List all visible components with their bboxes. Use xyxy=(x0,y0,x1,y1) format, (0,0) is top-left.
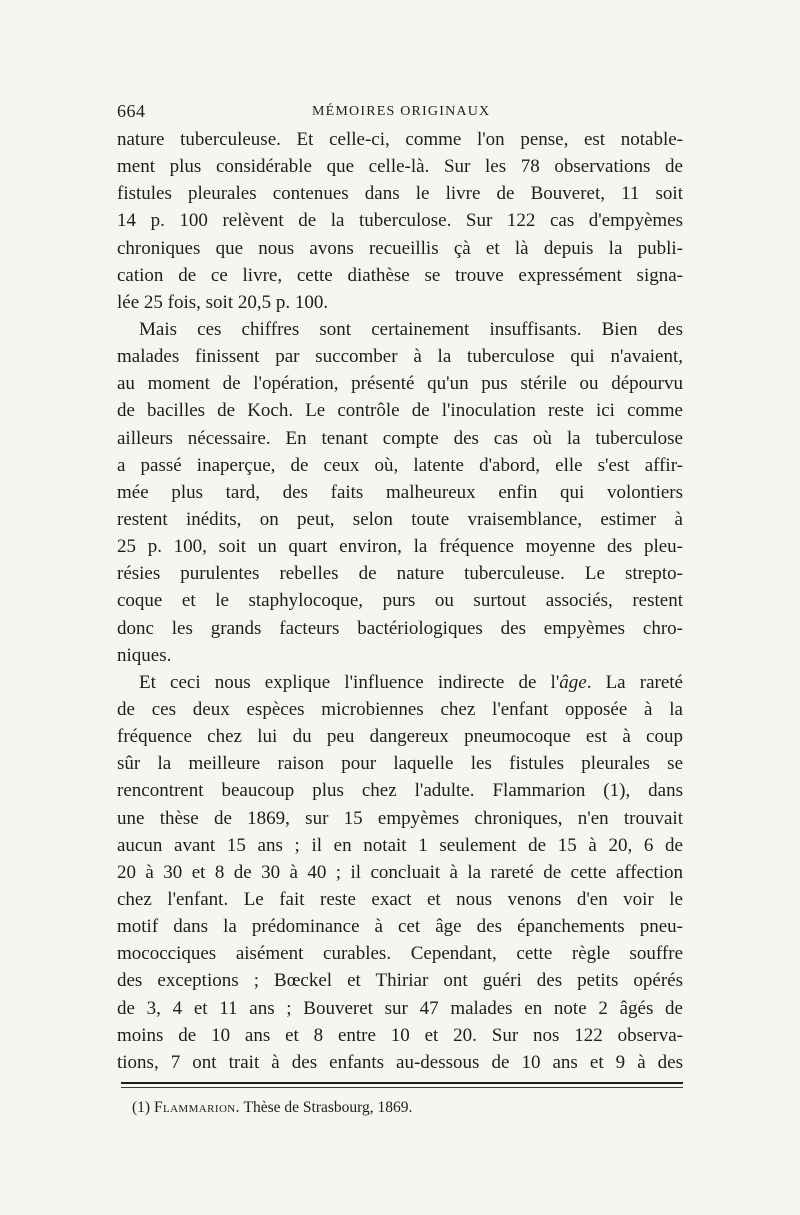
text-line-with-italic xyxy=(117,669,683,696)
text-line: lée 25 fois, soit 20,5 p. 100. xyxy=(117,291,329,313)
text-line: mée plus tard, des faits malheureux enfin qui volontiers xyxy=(117,481,683,503)
text-line: malades finissent par succomber à la tuberculose qui n'avaient, xyxy=(117,346,683,368)
footnote-rule-thin xyxy=(121,1087,683,1088)
footnote-marker: (1) xyxy=(132,1099,151,1116)
text-line: chez l'enfant. Le fait reste exact et nous venons d'en voir le xyxy=(117,888,683,910)
text-line: restent inédits, on peut, selon toute vraisemblance, estimer à xyxy=(117,508,683,530)
text-line: de ces deux espèces microbiennes chez l'enfant opposée à la xyxy=(117,698,683,720)
text-line: résies purulentes rebelles de nature tuberculeuse. Le strepto- xyxy=(117,563,683,585)
italic-term: âge xyxy=(559,671,587,693)
text-line: de 3, 4 et 11 ans ; Bouveret sur 47 malades en note 2 âgés de xyxy=(117,997,683,1019)
text-line: chroniques que nous avons recueillis çà et là depuis la publi- xyxy=(117,237,683,259)
text-line: donc les grands facteurs bactériologiques des empyèmes chro- xyxy=(117,617,683,639)
text-line: ailleurs nécessaire. En tenant compte des cas où la tuberculose xyxy=(117,427,683,449)
page-number: 664 xyxy=(117,101,146,121)
text-line: moins de 10 ans et 8 entre 10 et 20. Sur nos 122 observa- xyxy=(117,1024,683,1046)
text-line: de bacilles de Koch. Le contrôle de l'inoculation reste ici comme xyxy=(117,400,683,422)
text-line: Mais ces chiffres sont certainement insuffisants. Bien des xyxy=(139,318,683,340)
text-line: mococciques aisément curables. Cependant, cette règle souffre xyxy=(117,943,683,965)
text-line: des exceptions ; Bœckel et Thiriar ont guéri des petits opérés xyxy=(117,970,683,992)
footnote-author: Flammarion. xyxy=(153,1099,240,1116)
text-line: sûr la meilleure raison pour laquelle les fistules pleurales se xyxy=(117,753,683,775)
text-line: 20 à 30 et 8 de 30 à 40 ; il concluait à la rareté de cette affection xyxy=(117,861,683,883)
text-line: niques. xyxy=(117,644,172,666)
text-line: une thèse de 1869, sur 15 empyèmes chroniques, n'en trouvait xyxy=(117,807,683,829)
text-line: motif dans la prédominance à cet âge des épanchements pneu- xyxy=(117,916,683,938)
text-line: au moment de l'opération, présenté qu'un pus stérile ou dépourvu xyxy=(117,373,683,395)
text-line: ment plus considérable que celle-là. Sur les 78 observations de xyxy=(117,156,683,178)
text-line: fistules pleurales contenues dans le livre de Bouveret, 11 soit xyxy=(117,183,683,205)
text-line: nature tuberculeuse. Et celle-ci, comme l'on pense, est notable- xyxy=(117,129,683,150)
text-line: fréquence chez lui du peu dangereux pneumocoque est à coup xyxy=(117,726,683,748)
text-segment: Et ceci nous explique l'influence indirecte de l' xyxy=(139,671,560,693)
text-line: cation de ce livre, cette diathèse se trouve expressément signa- xyxy=(117,264,683,286)
footnote-text: Thèse de Strasbourg, 1869. xyxy=(243,1099,413,1116)
text-line: 25 p. 100, soit un quart environ, la fréquence moyenne des pleu- xyxy=(117,536,683,558)
page-header xyxy=(117,99,683,123)
text-line: a passé inaperçue, de ceux où, latente d'abord, elle s'est affir- xyxy=(117,454,683,476)
footnote-rule xyxy=(121,1082,683,1084)
text-line: coque et le staphylocoque, purs ou surtout associés, restent xyxy=(117,590,683,612)
footnote xyxy=(132,1097,412,1119)
running-head: MÉMOIRES ORIGINAUX xyxy=(312,104,491,119)
body-text xyxy=(117,126,683,1076)
text-segment: . La rareté xyxy=(586,671,683,693)
text-line: tions, 7 ont trait à des enfants au-dessous de 10 ans et 9 à des xyxy=(117,1051,683,1073)
text-line: aucun avant 15 ans ; il en notait 1 seulement de 15 à 20, 6 de xyxy=(117,834,683,856)
text-line: 14 p. 100 relèvent de la tuberculose. Sur 122 cas d'empyèmes xyxy=(117,210,683,232)
text-line: rencontrent beaucoup plus chez l'adulte. Flammarion (1), dans xyxy=(117,780,683,802)
